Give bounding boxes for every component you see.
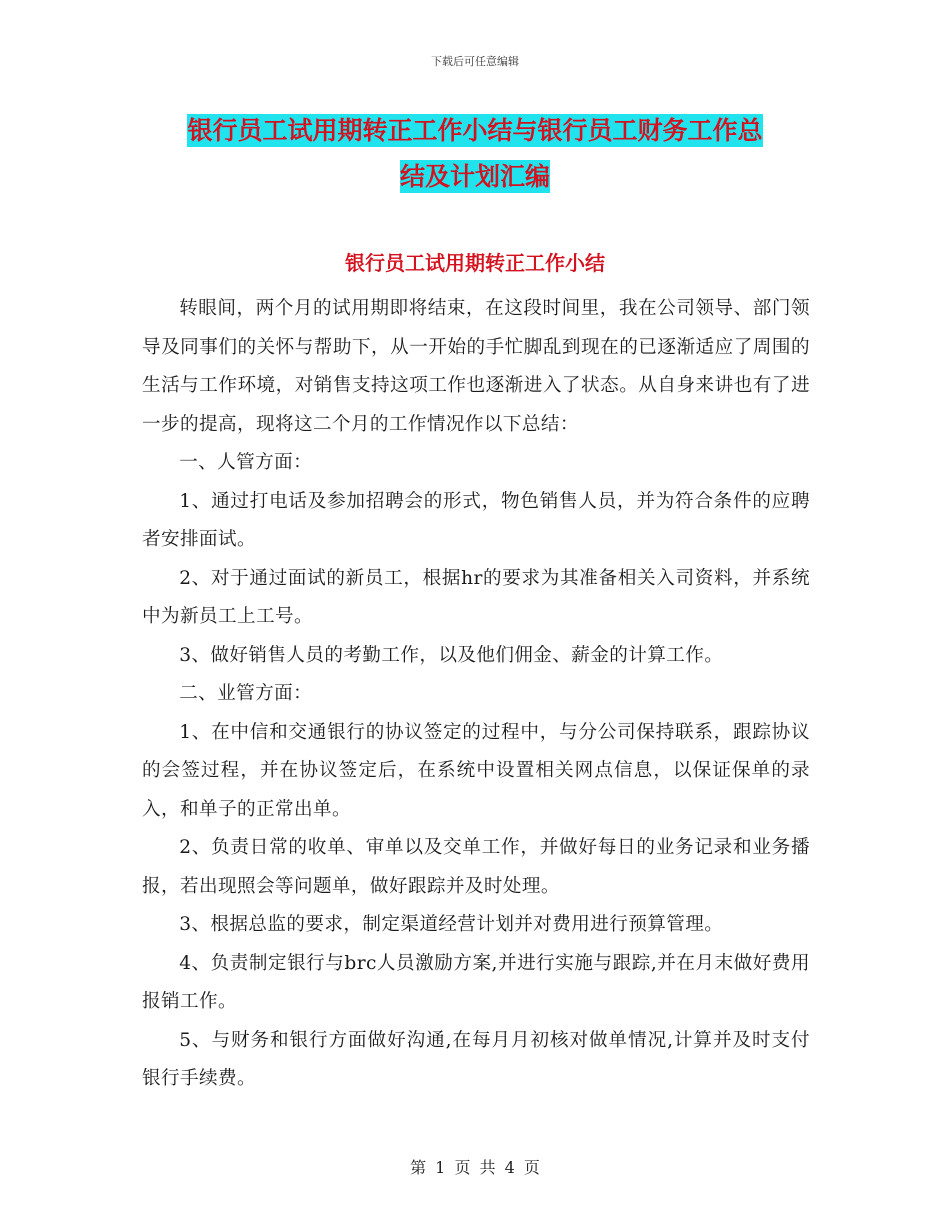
paragraph-heading-hr: 一、人管方面：	[179, 452, 313, 473]
document-title	[0, 108, 950, 200]
paragraph-hr-2: 2、对于通过面试的新员工，根据hr的要求为其准备相关入司资料，并系统中为新员工上工号。	[142, 567, 810, 627]
paragraph-business-4: 4、负责制定银行与brc人员激励方案,并进行实施与跟踪,并在月末做好费用报销工作。	[142, 952, 810, 1012]
document-title-line-2: 结及计划汇编	[399, 162, 550, 191]
paragraph-intro: 转眼间，两个月的试用期即将结束，在这段时间里，我在公司领导、部门领导及同事们的关怀与帮助下，从一开始的手忙脚乱到现在的已逐渐适应了周围的生活与工作环境，对销售支持这项工作也逐渐进入了状态。从自身来讲也有了进一步的提高，现将这二个月的工作情况作以下总结：	[142, 298, 810, 435]
paragraph-business-2: 2、负责日常的收单、审单以及交单工作，并做好每日的业务记录和业务播报，若出现照会等问题单，做好跟踪并及时处理。	[142, 837, 810, 897]
page-header-note: 下载后可任意编辑	[431, 55, 519, 68]
paragraph-heading-business: 二、业管方面：	[179, 683, 313, 704]
document-title-line-1: 银行员工试用期转正工作小结与银行员工财务工作总	[187, 116, 763, 145]
paragraph-business-1: 1、在中信和交通银行的协议签定的过程中，与分公司保持联系，跟踪协议的会签过程，并在协议签定后，在系统中设置相关网点信息，以保证保单的录入，和单子的正常出单。	[142, 721, 810, 820]
document-body	[142, 290, 810, 1099]
page-number-footer: 第 1 页 共 4 页	[410, 1158, 540, 1177]
paragraph-business-5: 5、与财务和银行方面做好沟通,在每月月初核对做单情况,计算并及时支付银行手续费。	[142, 1029, 810, 1089]
paragraph-hr-3: 3、做好销售人员的考勤工作，以及他们佣金、薪金的计算工作。	[179, 644, 724, 666]
section-title: 银行员工试用期转正工作小结	[345, 251, 605, 275]
paragraph-hr-1: 1、通过打电话及参加招聘会的形式，物色销售人员，并为符合条件的应聘者安排面试。	[142, 490, 810, 550]
paragraph-business-3: 3、根据总监的要求，制定渠道经营计划并对费用进行预算管理。	[179, 914, 724, 935]
